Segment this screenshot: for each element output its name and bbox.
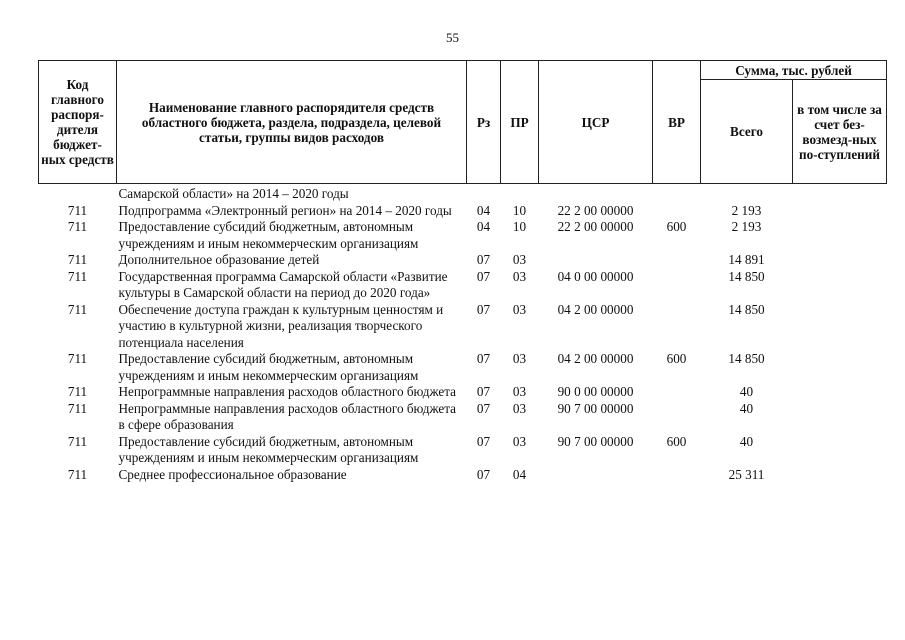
header-total: Всего bbox=[701, 80, 793, 184]
cell-grants bbox=[793, 269, 887, 302]
cell-vr bbox=[653, 467, 701, 484]
cell-pr bbox=[501, 184, 539, 203]
table-row bbox=[39, 384, 887, 401]
cell-grants bbox=[793, 302, 887, 352]
cell-total: 40 bbox=[739, 384, 754, 399]
cell-code: 711 bbox=[67, 384, 88, 399]
cell-rz: 07 bbox=[476, 466, 491, 482]
table-row bbox=[39, 302, 887, 352]
cell-total: 14 891 bbox=[728, 252, 765, 267]
cell-rz: 07 bbox=[476, 400, 491, 416]
cell-pr: 03 bbox=[512, 268, 527, 284]
cell-code: 711 bbox=[67, 268, 88, 284]
cell-pr: 03 bbox=[512, 400, 527, 416]
table-row bbox=[39, 401, 887, 434]
cell-vr: 600 bbox=[666, 351, 687, 366]
cell-name: Непрограммные направления расходов областного бюджета в сфере образования bbox=[118, 400, 457, 432]
cell-grants bbox=[793, 351, 887, 384]
header-name: Наименование главного распорядителя средств областного бюджета, раздела, подраздела, целевой статьи, группы видов расходов bbox=[117, 61, 467, 184]
cell-total: 14 850 bbox=[728, 351, 765, 366]
cell-rz: 07 bbox=[476, 433, 491, 449]
cell-rz bbox=[467, 184, 501, 203]
table-header bbox=[39, 61, 887, 184]
cell-pr: 03 bbox=[512, 301, 527, 317]
header-vr: ВР bbox=[653, 61, 701, 184]
cell-vr: 600 bbox=[666, 433, 687, 449]
cell-pr: 10 bbox=[512, 202, 527, 218]
cell-total: 40 bbox=[739, 400, 754, 416]
cell-grants bbox=[793, 184, 887, 203]
table-row bbox=[39, 269, 887, 302]
header-csr: ЦСР bbox=[539, 61, 653, 184]
cell-grants bbox=[793, 434, 887, 467]
table-row bbox=[39, 203, 887, 220]
cell-name: Непрограммные направления расходов областного бюджета bbox=[118, 384, 457, 399]
cell-rz: 07 bbox=[476, 301, 491, 317]
cell-name: Самарской области» на 2014 – 2020 годы bbox=[118, 186, 349, 201]
cell-total: 14 850 bbox=[728, 268, 765, 284]
cell-rz: 07 bbox=[476, 351, 491, 366]
cell-grants bbox=[793, 467, 887, 484]
cell-name: Предоставление субсидий бюджетным, автономным учреждениям и иным некоммерческим организациям bbox=[118, 433, 419, 465]
table-row bbox=[39, 467, 887, 484]
cell-vr bbox=[653, 203, 701, 220]
cell-rz: 07 bbox=[476, 252, 491, 267]
cell-code: 711 bbox=[67, 400, 88, 416]
page-number: 55 bbox=[446, 30, 459, 45]
cell-csr: 90 0 00 00000 bbox=[557, 384, 634, 399]
cell-name: Предоставление субсидий бюджетным, автономным учреждениям и иным некоммерческим организациям bbox=[118, 351, 419, 383]
cell-code: 711 bbox=[67, 202, 88, 218]
cell-pr: 03 bbox=[512, 351, 527, 366]
cell-csr bbox=[539, 252, 653, 269]
cell-csr: 04 2 00 00000 bbox=[557, 351, 634, 366]
cell-pr: 03 bbox=[512, 433, 527, 449]
cell-name: Обеспечение доступа граждан к культурным ценностям и участию в культурной жизни, реализация творческого потенциала населения bbox=[118, 301, 444, 350]
cell-name: Государственная программа Самарской области «Развитие культуры в Самарской области на период до 2020 года» bbox=[118, 268, 448, 300]
table-row bbox=[39, 351, 887, 384]
header-rz: Рз bbox=[467, 61, 501, 184]
header-sum: Сумма, тыс. рублей bbox=[701, 61, 887, 80]
cell-grants bbox=[793, 384, 887, 401]
cell-csr bbox=[539, 184, 653, 203]
cell-rz: 04 bbox=[476, 219, 491, 234]
cell-grants bbox=[793, 219, 887, 252]
cell-name: Среднее профессиональное образование bbox=[118, 466, 347, 482]
cell-code bbox=[39, 184, 117, 203]
cell-csr: 90 7 00 00000 bbox=[557, 433, 634, 449]
cell-rz: 04 bbox=[476, 202, 491, 218]
cell-csr: 04 2 00 00000 bbox=[557, 301, 634, 317]
cell-grants bbox=[793, 252, 887, 269]
cell-vr bbox=[653, 401, 701, 434]
cell-total: 40 bbox=[739, 433, 754, 449]
cell-code: 711 bbox=[67, 466, 88, 482]
cell-grants bbox=[793, 203, 887, 220]
cell-total: 25 311 bbox=[728, 466, 765, 482]
cell-code: 711 bbox=[67, 351, 88, 366]
cell-vr bbox=[653, 384, 701, 401]
cell-vr bbox=[653, 184, 701, 203]
cell-vr: 600 bbox=[666, 219, 687, 234]
table-body bbox=[39, 184, 887, 484]
cell-rz: 07 bbox=[476, 384, 491, 399]
cell-vr bbox=[653, 302, 701, 352]
cell-total: 2 193 bbox=[731, 202, 762, 218]
cell-name: Подпрограмма «Электронный регион» на 2014 – 2020 годы bbox=[118, 202, 452, 218]
header-grants: в том числе за счет без-возмезд-ных по-ступлений bbox=[793, 80, 887, 184]
cell-code: 711 bbox=[67, 433, 88, 449]
cell-code: 711 bbox=[67, 301, 88, 317]
header-pr: ПР bbox=[501, 61, 539, 184]
cell-total bbox=[701, 184, 793, 203]
cell-vr bbox=[653, 269, 701, 302]
cell-csr: 22 2 00 00000 bbox=[557, 202, 634, 218]
cell-code: 711 bbox=[67, 219, 88, 234]
budget-table bbox=[38, 60, 887, 483]
cell-total: 14 850 bbox=[728, 301, 765, 317]
cell-vr bbox=[653, 252, 701, 269]
cell-rz: 07 bbox=[476, 268, 491, 284]
cell-csr: 90 7 00 00000 bbox=[557, 400, 634, 416]
cell-name: Предоставление субсидий бюджетным, автономным учреждениям и иным некоммерческим организациям bbox=[118, 219, 419, 251]
table-row bbox=[39, 434, 887, 467]
cell-pr: 04 bbox=[512, 466, 527, 482]
cell-total: 2 193 bbox=[731, 219, 762, 234]
cell-pr: 03 bbox=[512, 384, 527, 399]
cell-pr: 03 bbox=[512, 252, 527, 267]
cell-csr bbox=[539, 467, 653, 484]
header-code: Код главного распоря-дителя бюджет-ных средств bbox=[39, 61, 117, 184]
table-row bbox=[39, 252, 887, 269]
table-row bbox=[39, 184, 887, 203]
cell-grants bbox=[793, 401, 887, 434]
cell-pr: 10 bbox=[512, 219, 527, 234]
table-row bbox=[39, 219, 887, 252]
cell-code: 711 bbox=[67, 252, 88, 267]
cell-csr: 22 2 00 00000 bbox=[557, 219, 634, 234]
cell-csr: 04 0 00 00000 bbox=[557, 268, 634, 284]
cell-name: Дополнительное образование детей bbox=[118, 252, 320, 267]
